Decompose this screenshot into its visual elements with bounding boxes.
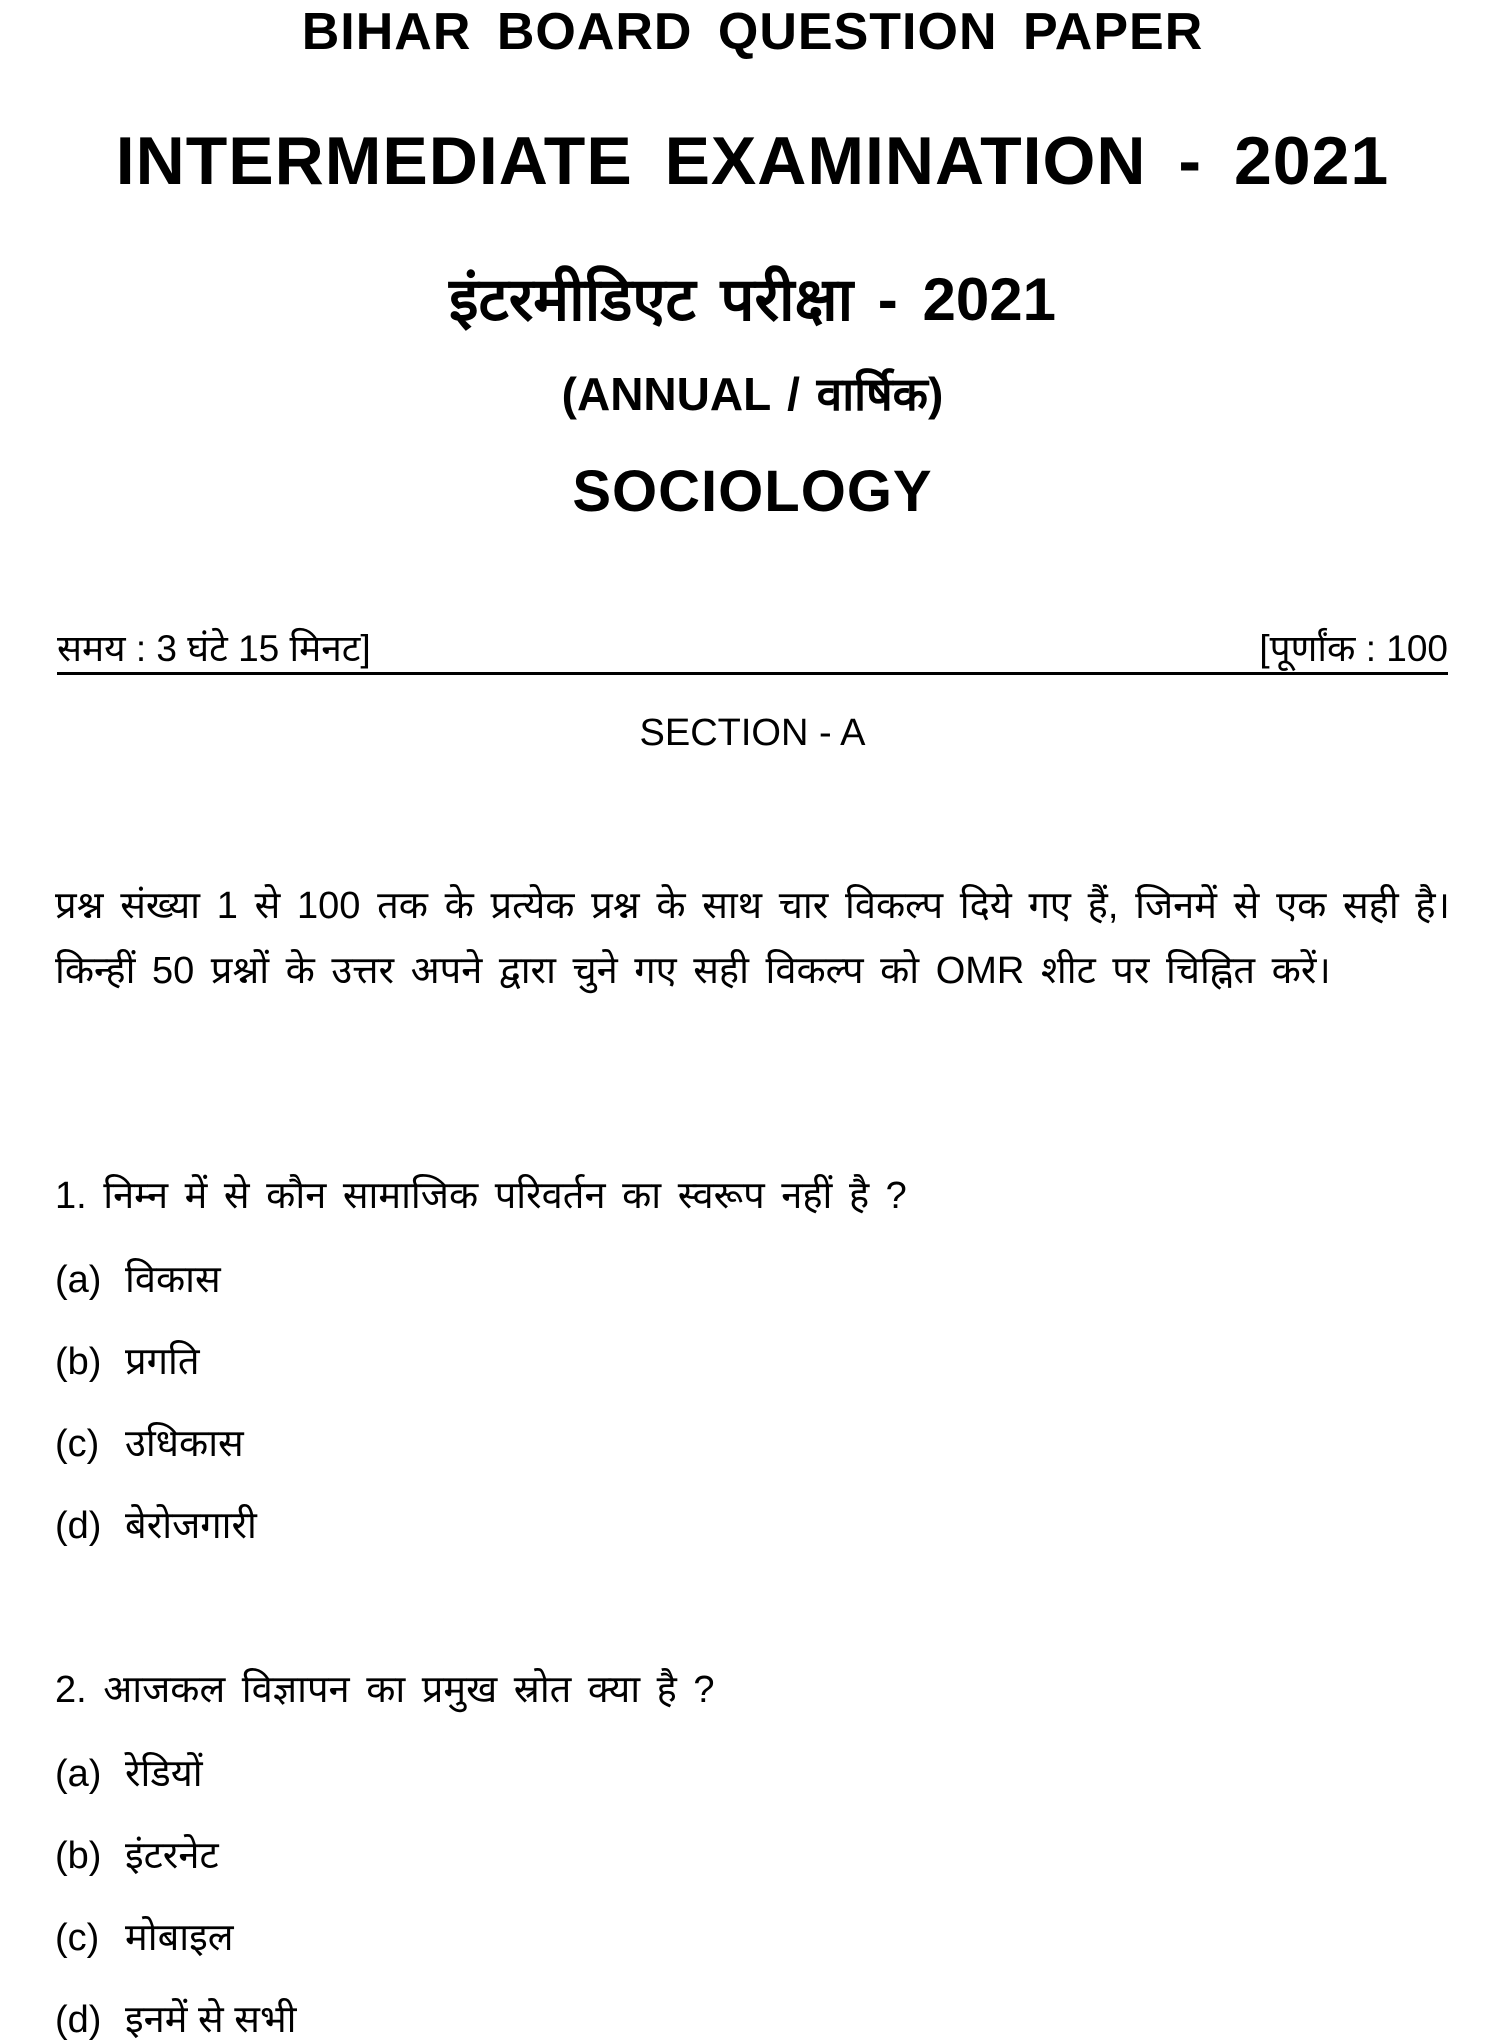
option-text: विकास: [125, 1259, 221, 1301]
option-text: इनमें से सभी: [125, 1999, 297, 2041]
option-d: [55, 1992, 297, 2044]
option-text: इंटरनेट: [125, 1835, 219, 1877]
exam-title-hindi: इंटरमीडिएट परीक्षा - 2021: [449, 266, 1056, 333]
exam-type: (ANNUAL / वार्षिक): [561, 368, 944, 420]
option-label: (d): [55, 1999, 102, 2041]
option-label: (b): [55, 1341, 102, 1383]
question-text: 2. आजकल विज्ञापन का प्रमुख स्रोत क्या है ?: [55, 1669, 715, 1711]
option-c: [55, 1910, 234, 1962]
option-text: रेडियों: [125, 1753, 203, 1795]
option-a: [55, 1252, 221, 1304]
option-b: [55, 1828, 219, 1880]
option-a: [55, 1746, 203, 1798]
option-text: प्रगति: [125, 1341, 200, 1383]
option-b: [55, 1334, 200, 1386]
option-text: मोबाइल: [125, 1917, 234, 1959]
question-text: 1. निम्न में से कौन सामाजिक परिवर्तन का स्वरूप नहीं है ?: [55, 1175, 907, 1217]
time-allowed: समय : 3 घंटे 15 मिनट]: [57, 628, 371, 669]
option-label: (d): [55, 1505, 102, 1547]
exam-title-english: INTERMEDIATE EXAMINATION - 2021: [115, 123, 1390, 199]
full-marks: [पूर्णांक : 100: [1259, 628, 1448, 669]
subject-title: SOCIOLOGY: [572, 459, 933, 524]
option-label: (c): [55, 1917, 100, 1959]
option-text: उधिकास: [125, 1423, 244, 1465]
section-heading: SECTION - A: [639, 712, 866, 754]
option-label: (a): [55, 1753, 102, 1795]
option-label: (c): [55, 1423, 100, 1465]
option-text: बेरोजगारी: [125, 1505, 257, 1547]
option-c: [55, 1416, 244, 1468]
option-label: (b): [55, 1835, 102, 1877]
time-marks-row: [57, 626, 1448, 675]
board-title: BIHAR BOARD QUESTION PAPER: [301, 3, 1204, 61]
option-label: (a): [55, 1259, 102, 1301]
instructions-paragraph: प्रश्न संख्या 1 से 100 तक के प्रत्येक प्रश्न के साथ चार विकल्प दिये गए हैं, जिनमें से एक सही है। किन्हीं 50 प्रश्नों के उत्तर अपने द्वारा चुने गए सही विकल्प को OMR शीट पर चिह्नित करें।: [55, 885, 1450, 992]
option-d: [55, 1498, 257, 1550]
